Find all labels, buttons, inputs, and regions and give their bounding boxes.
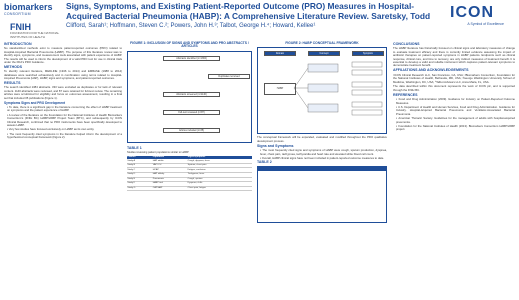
framework-note: The conceptual framework will be expanded, evaluated and modified throughout the PRO qualitative development process. bbox=[257, 135, 387, 143]
table1-title: TABLE 1 bbox=[127, 145, 142, 150]
table1 bbox=[127, 156, 252, 192]
list-item: ▪ Very few studies have focused exclusively on HABP as its own entity. bbox=[7, 127, 95, 132]
table-row: Study G CAP/HAP Chest pain, fatigue bbox=[127, 186, 252, 191]
conclusions-title: CONCLUSIONS bbox=[393, 42, 420, 46]
methods-title: METHODS bbox=[4, 64, 22, 69]
title-text: Signs, Symptoms, and Existing Patient-Reported Outcome (PRO) Measures in Hospital-Acquired Bacterial Pneumonia (HABP): A Comprehensive Literature Review. bbox=[66, 1, 415, 21]
framework-connectors bbox=[258, 48, 388, 133]
logo-primary-text: biomarkers bbox=[4, 2, 53, 12]
icon-logo-tagline: A Symbol of Excellence bbox=[467, 22, 504, 26]
table-row: Study D HAP elderly Tachypnea, fever bbox=[127, 172, 252, 177]
logo-secondary-text: CONSORTIUM bbox=[4, 12, 31, 16]
flow-box: Abstracts screened (n=1140) bbox=[163, 92, 220, 97]
table-row: Study B VAP ICU Sputum, chest pain bbox=[127, 163, 252, 168]
list-item: ▪ U.S. Department of Health and Human Services, Food and Drug Administration. Guidance for Industry. Hospital-Acquired Bacterial Pneumonia and Ventilator-Associated Bacterial Pneumonia. bbox=[396, 105, 515, 116]
intro-title: INTRODUCTION bbox=[4, 42, 32, 46]
results-text: The search identified 1384 abstracts. 333 were excluded as duplicates or for lack of relevant content. 1140 abstracts were reviewed, and 87 were retained for full-text review. The remaining articles were scrutinized for eligibility and focus on outcomes assessment, resulting in a final set that included 35 publications (Figure 1). bbox=[4, 85, 122, 100]
affiliations-text: ¹ICON Clinical Research LLC, San Francisco, CA, USA; ²Biomarkers Consortium, Foundation for the National Institutes of Health, Bethesda, MD, USA; ³George Washington University School of Medicine, Washington, DC, USA; ⁴Talbot Advisors LLC, Anna Maria, FL, USA. bbox=[393, 72, 515, 84]
figure2-title: FIGURE 2: HABP CONCEPTUAL FRAMEWORK bbox=[285, 41, 359, 45]
list-item: ▪ The most frequently cited signs and symptoms of HABP were cough, sputum production, dyspnea, fever, chest pain, tachypnea, tachycardia and heart rate and elevated white blood cell count. bbox=[260, 148, 387, 156]
framework-head: Domain bbox=[264, 51, 296, 56]
flow-box: Articles included (n=35) bbox=[163, 128, 220, 133]
flow-box: Full-text reviewed (n=87) bbox=[163, 110, 220, 115]
column-2 bbox=[127, 42, 252, 191]
list-item: ▪ A review of the literature on the Foundation for the National Institutes of Health Biomarkers Consortium's (FNIH BC) HABP/VABP Project Team (BTC), and subsequently by ICON Clinical Research, confirmed that no PRO instruments have been specifically developed to assess HABP. bbox=[7, 112, 122, 128]
subsection-title: Symptoms Signs and PRO Development bbox=[4, 100, 66, 105]
list-item: ▪ Food and Drug Administration (2009). Guidance for Industry on Patient-Reported Outcome Measures. bbox=[396, 97, 515, 105]
fnih-subtitle: FOUNDATION FOR THE NATIONAL INSTITUTES OF HEALTH bbox=[10, 31, 60, 39]
list-item: ▪ Foundation for the National Institutes of Health (2013). Biomarkers Consortium HABP/VABP project. bbox=[396, 124, 515, 132]
figure1-title: FIGURE 1: INCLUSION OF SIGNS AND SYMPTOMS AND PRO ABSTRACTS / ARTICLES bbox=[130, 41, 249, 49]
column-1 bbox=[4, 42, 122, 141]
flow-box: Duplicates removed bbox=[208, 74, 250, 79]
affiliations-title: AFFILIATIONS AND ACKNOWLEDGEMENTS bbox=[393, 68, 469, 73]
list-item: ▪ The most frequently cited symptoms in the literature helped inform the development of a hypothesized conceptual framework (Figure 2). bbox=[7, 131, 122, 140]
column-3 bbox=[257, 42, 387, 223]
methods-text: To identify relevant literature, MEDLINE (1946 to 2014) and EMBASE (1988 to 2014) databases were searched exhaustively and in combination using terms related to Hospital-Acquired Pneumonia (HAP), HABP, signs and symptoms, and patient-reported outcomes. bbox=[4, 69, 122, 81]
table-header: Citation bbox=[127, 156, 152, 160]
icon-logo bbox=[450, 4, 510, 32]
figure2-framework bbox=[257, 47, 387, 134]
biomarkers-logo bbox=[4, 2, 64, 38]
framework-head: Symptom bbox=[352, 51, 384, 56]
table-header: Signs/Symptoms bbox=[187, 156, 252, 160]
flow-box: Abstracts identified (n=1384) bbox=[163, 56, 220, 61]
table-row: Study A HAP adults Cough, dyspnea, fever bbox=[127, 159, 252, 163]
author-list: Clifford, Sarah¹; Hoffmann, Steven C.²; Powers, John H.³; Talbot, George H.⁴; Howard, Kellee¹ bbox=[66, 23, 316, 29]
signs-title: Signs and Symptoms bbox=[257, 143, 294, 148]
table-row: Study E Pneumonia Cough, sputum bbox=[127, 177, 252, 182]
conclusions-text: The HABP literature has historically focused on clinical signs and laboratory measures of change to evaluate treatment efficacy and there is currently limited evidence assessing the impact of antibiotic therapies on patient-reported symptoms in HABP patients. Endpoints such as clinical response, clinical cure, and time to recovery, are only indirect measures of treatment benefit. It is essential to develop a valid and reliable instrument which captures patient-relevant symptoms to demonstrate treatment benefit. bbox=[393, 46, 515, 68]
column-4 bbox=[393, 42, 515, 133]
table-row: Study F HABP trial Dyspnea, chills bbox=[127, 182, 252, 187]
table2 bbox=[257, 166, 387, 223]
list-item: ▪ Overall, HABP clinical signs have not been included in patient-reported outcome measures to date. bbox=[260, 155, 385, 160]
bullet-list bbox=[4, 106, 122, 140]
framework-center: HABP bbox=[264, 83, 296, 95]
fnih-logo: FNIH bbox=[10, 22, 31, 32]
icon-logo-text: ICON bbox=[450, 4, 494, 21]
results-title: RESULTS bbox=[4, 81, 21, 86]
table1-subtitle: Studies reviewing patient populations similar to HABP bbox=[127, 151, 189, 155]
table2-title: TABLE 2 bbox=[257, 160, 272, 165]
lead-author: Saretsky, Todd bbox=[371, 10, 431, 21]
list-item: ▪ American Thoracic Society. Guidelines for the management of adults with hospital-acquired pneumonia. bbox=[396, 116, 515, 124]
poster-header bbox=[0, 0, 519, 40]
intro-text: No standardized methods exist to measure patient-reported outcomes (PRO) related to Hospital-Acquired Bacterial Pneumonia (HABP). The purpose of this literature review was to identify signs, symptoms, and measurement tools associated with patient experience of HABP. The results will be used to inform the development of a valid PRO tool for use in clinical trials under the FDA's PRO Guidance. bbox=[4, 46, 122, 65]
acknowledgement-text: The data described within this document represents the work of ICON plc, and is supported through the FNIH BC. bbox=[393, 84, 515, 92]
figure1-flowchart bbox=[127, 51, 252, 143]
table-row: Study C HCAP Fatigue, confusion bbox=[127, 168, 252, 173]
list-item: ▪ To date, there is a significant gap in the literature concerning the effect of HABP treatment on symptoms and the patient experience of HABP. bbox=[7, 105, 122, 113]
poster-title bbox=[66, 2, 436, 21]
framework-head: Concept bbox=[308, 51, 340, 56]
table-header: Population bbox=[152, 156, 187, 160]
references-title: REFERENCES bbox=[393, 92, 418, 97]
